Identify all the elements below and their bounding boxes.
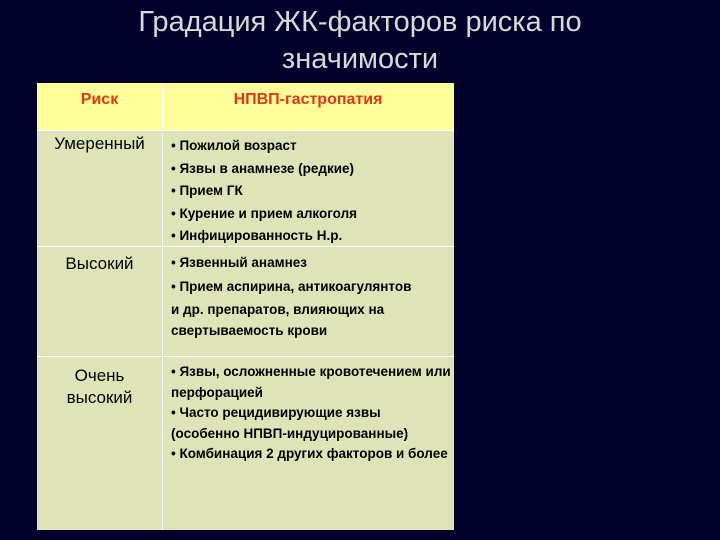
risk-level-very-high-line-2: высокий xyxy=(66,388,133,407)
list-item: • Комбинация 2 других факторов и более xyxy=(171,446,448,461)
header-condition: НПВП-гастропатия xyxy=(233,91,383,108)
list-item: • Язвенный анамнез xyxy=(171,255,307,270)
risk-level-high: Высокий xyxy=(65,254,134,273)
high-risk-factors xyxy=(171,252,453,341)
row-divider xyxy=(37,130,454,131)
list-item: • Язвы, осложненные кровотечением или перфорацией xyxy=(171,364,451,400)
header-risk: Риск xyxy=(80,91,119,108)
list-item: • Прием ГК xyxy=(171,183,243,198)
slide-title-line-2: значимости xyxy=(281,43,439,75)
list-item: • Курение и прием алкоголя xyxy=(171,205,358,221)
moderate-risk-factors xyxy=(171,135,453,248)
list-item: • Язвы в анамнезе (редкие) xyxy=(171,160,355,176)
list-item: • Инфицированность Н.р. xyxy=(171,228,343,243)
slide-title xyxy=(60,4,660,78)
risk-level-very-high xyxy=(37,365,162,409)
risk-level-very-high-line-1: Очень xyxy=(74,366,125,385)
slide-title-line-1: Градация ЖК-факторов риска по xyxy=(138,6,582,38)
very-high-risk-factors xyxy=(171,362,453,465)
list-item: • Прием аспирина, антикоагулянтов xyxy=(171,279,412,294)
list-item: и др. препаратов, влияющих на свертываемость крови xyxy=(171,302,385,338)
row-divider xyxy=(37,356,454,357)
risk-level-moderate: Умеренный xyxy=(54,134,145,153)
list-item: • Пожилой возраст xyxy=(171,138,297,153)
list-item: • Часто рецидивирующие язвы (особенно НПВП-индуцированные) xyxy=(171,405,409,441)
column-divider xyxy=(162,83,163,530)
